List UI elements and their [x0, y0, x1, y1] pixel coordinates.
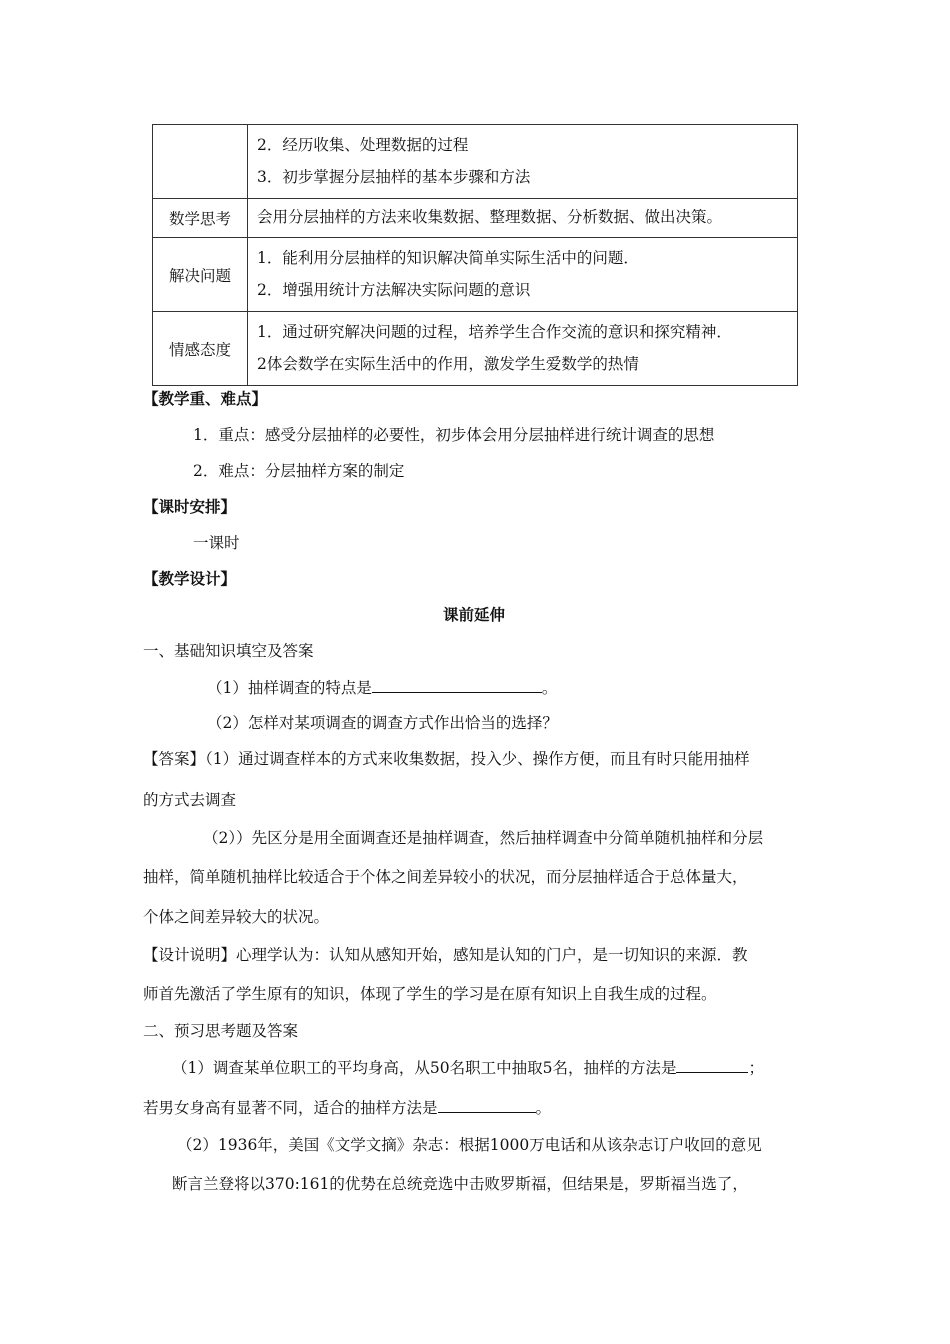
goals-row-line: 1．能利用分层抽样的知识解决简单实际生活中的问题． — [257, 248, 639, 267]
goals-table-row — [153, 312, 798, 386]
key-points-heading: 【教学重、难点】 — [143, 389, 268, 408]
goals-row-content — [248, 199, 798, 238]
part2-question-1-line-2-text: 若男女身高有显著不同，适合的抽样方法是 — [143, 1099, 438, 1117]
schedule-text: 一课时 — [193, 534, 240, 552]
goals-row-content — [248, 125, 798, 199]
question-2: （2）怎样对某项调查的调查方式作出恰当的选择？ — [207, 714, 558, 732]
question-1-text: （1）抽样调查的特点是 — [207, 679, 372, 697]
design-note-line-2: 师首先激活了学生原有的知识，体现了学生的学习是在原有知识上自我生成的过程。 — [143, 985, 717, 1003]
part1-title: 一、基础知识填空及答案 — [143, 642, 314, 660]
key-point-item: 1．重点：感受分层抽样的必要性，初步体会用分层抽样进行统计调查的思想 — [193, 426, 715, 444]
goals-row-line: 2．增强用统计方法解决实际问题的意识 — [257, 280, 531, 299]
teaching-goals-table — [152, 124, 798, 386]
part2-question-1-line-2-suffix: 。 — [535, 1099, 552, 1117]
part2-question-1-line-2 — [143, 1097, 551, 1118]
part2-question-1-blank-1 — [676, 1057, 748, 1073]
goals-row-label: 情感态度 — [153, 312, 248, 386]
goals-row-line: 会用分层抽样的方法来收集数据、整理数据、分析数据、做出决策。 — [257, 208, 723, 226]
part2-question-1-blank-2 — [438, 1097, 536, 1113]
goals-row-label — [153, 125, 248, 199]
schedule-heading: 【课时安排】 — [143, 497, 237, 516]
answer-2-line-1: （2））先区分是用全面调查还是抽样调查，然后抽样调查中分简单随机抽样和分层 — [203, 829, 764, 847]
part2-question-2-line-2: 断言兰登将以370:161的优势在总统竞选中击败罗斯福，但结果是，罗斯福当选了， — [172, 1175, 748, 1193]
part2-question-1-suffix: ； — [748, 1059, 764, 1077]
goals-table-row — [153, 238, 798, 312]
answer-1-line-2: 的方式去调查 — [143, 791, 237, 809]
goals-row-line: 1．通过研究解决问题的过程，培养学生合作交流的意识和探究精神． — [257, 322, 732, 341]
goals-table-row — [153, 199, 798, 238]
goals-row-line: 3．初步掌握分层抽样的基本步骤和方法 — [257, 167, 531, 186]
question-1-suffix: 。 — [541, 679, 558, 697]
part2-title: 二、预习思考题及答案 — [143, 1022, 299, 1040]
answer-1-line-1: 【答案】（1）通过调查样本的方式来收集数据，投入少、操作方便，而且有时只能用抽样 — [143, 750, 750, 768]
goals-row-line: 2．经历收集、处理数据的过程 — [257, 135, 469, 154]
question-1-blank — [372, 677, 542, 693]
answer-2-line-2: 抽样，简单随机抽样比较适合于个体之间差异较小的状况，而分层抽样适合于总体量大， — [143, 868, 748, 886]
answer-2-line-3: 个体之间差异较大的状况。 — [143, 908, 330, 926]
goals-row-content — [248, 238, 798, 312]
part2-question-1-line-1 — [172, 1057, 764, 1078]
design-heading: 【教学设计】 — [143, 569, 237, 588]
teaching-goals-table-body — [153, 125, 798, 386]
goals-row-label: 数学思考 — [153, 199, 248, 238]
difficult-point-item: 2．难点：分层抽样方案的制定 — [193, 462, 405, 480]
part2-question-2-line-1: （2）1936年，美国《文学文摘》杂志：根据1000万电话和从该杂志订户收回的意见 — [177, 1136, 762, 1154]
design-note-line-1: 【设计说明】心理学认为：认知从感知开始，感知是认知的门户，是一切知识的来源．教 — [143, 946, 748, 964]
goals-table-row — [153, 125, 798, 199]
goals-row-label: 解决问题 — [153, 238, 248, 312]
goals-row-content — [248, 312, 798, 386]
question-1 — [207, 677, 557, 698]
goals-row-line: 2体会数学在实际生活中的作用，激发学生爱数学的热情 — [257, 354, 639, 373]
section-title: 课前延伸 — [443, 605, 506, 624]
part2-question-1-text: （1）调查某单位职工的平均身高，从50名职工中抽取5名，抽样的方法是 — [172, 1059, 677, 1077]
